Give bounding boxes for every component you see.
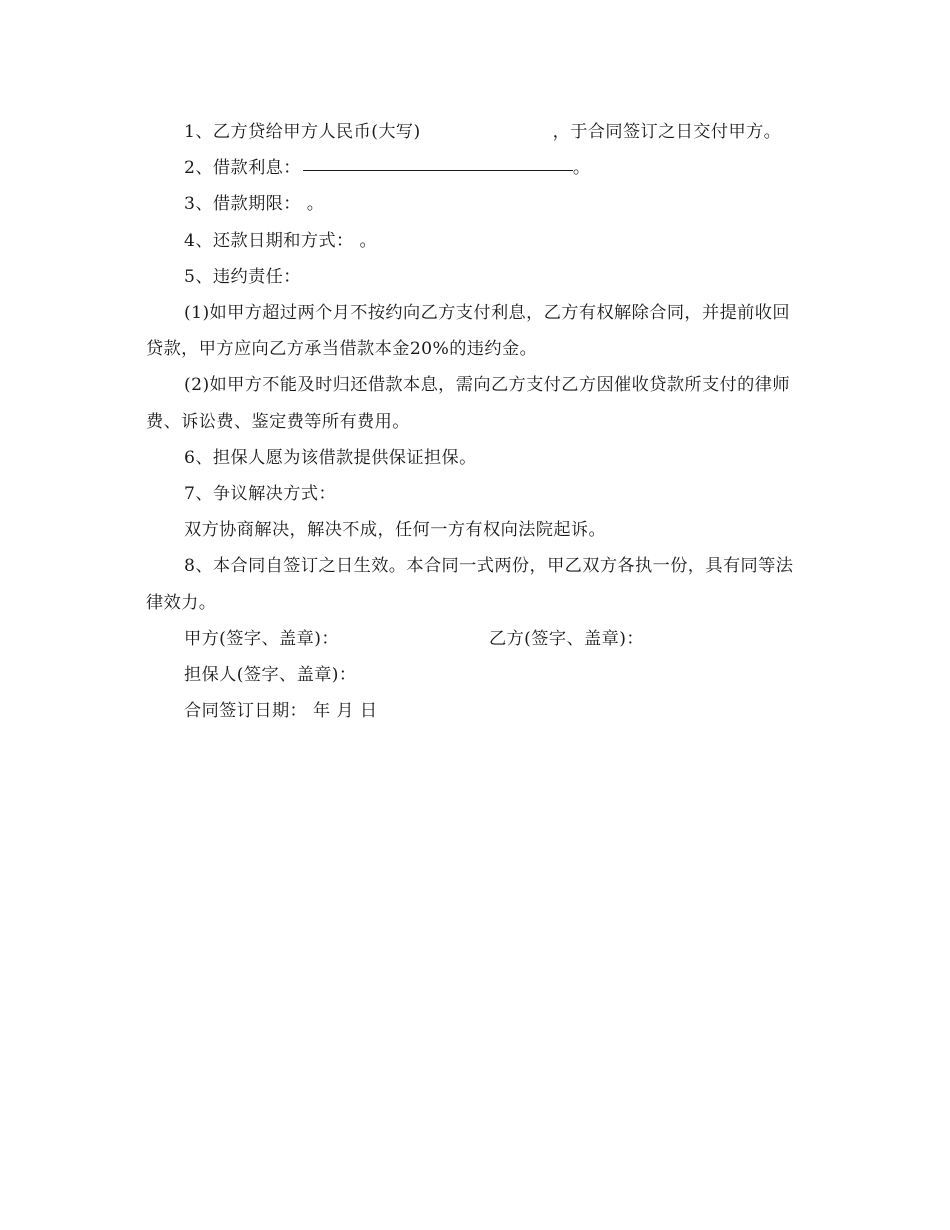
guarantor-signature-row [146, 657, 806, 693]
interest-blank-line [303, 169, 573, 171]
clause-5-1: (1)如甲方超过两个月不按约向乙方支付利息，乙方有权解除合同，并提前收回贷款，甲方应向乙方承当借款本金20%的违约金。 [146, 303, 790, 360]
clause-1-prefix: 1、乙方贷给甲方人民币(大写) [184, 122, 421, 142]
clause-4: 4、还款日期和方式： 。 [184, 230, 378, 251]
clause-3: 3、借款期限： 。 [184, 194, 325, 215]
clause-6: 6、担保人愿为该借款提供保证担保。 [184, 447, 477, 468]
clause-1 [146, 114, 806, 150]
clause-2 [146, 150, 806, 186]
clause-5: 5、违约责任： [184, 266, 301, 287]
clause-8: 8、本合同自签订之日生效。本合同一式两份，甲乙双方各执一份，具有同等法律效力。 [146, 556, 794, 613]
contract-body [146, 114, 806, 729]
party-a-signature-label: 甲方(签字、盖章)： [184, 628, 339, 649]
clause-7-text: 双方协商解决，解决不成，任何一方有权向法院起诉。 [184, 520, 607, 541]
clause-7: 7、争议解决方式： [184, 484, 337, 505]
party-signature-row [146, 621, 806, 657]
clause-5-2: (2)如甲方不能及时归还借款本息，需向乙方支付乙方因催收贷款所支付的律师费、诉讼费、鉴定费等所有费用。 [146, 375, 790, 432]
signing-date-label: 合同签订日期： 年 月 日 [184, 701, 378, 722]
clause-2-label: 2、借款利息： [184, 158, 301, 179]
party-b-signature-label: 乙方(签字、盖章)： [489, 628, 644, 649]
guarantor-signature-label: 担保人(签字、盖章)： [184, 665, 357, 686]
clause-1-suffix: ，于合同签订之日交付甲方。 [552, 122, 782, 142]
clause-2-end: 。 [572, 158, 591, 179]
signing-date-row [146, 693, 806, 729]
